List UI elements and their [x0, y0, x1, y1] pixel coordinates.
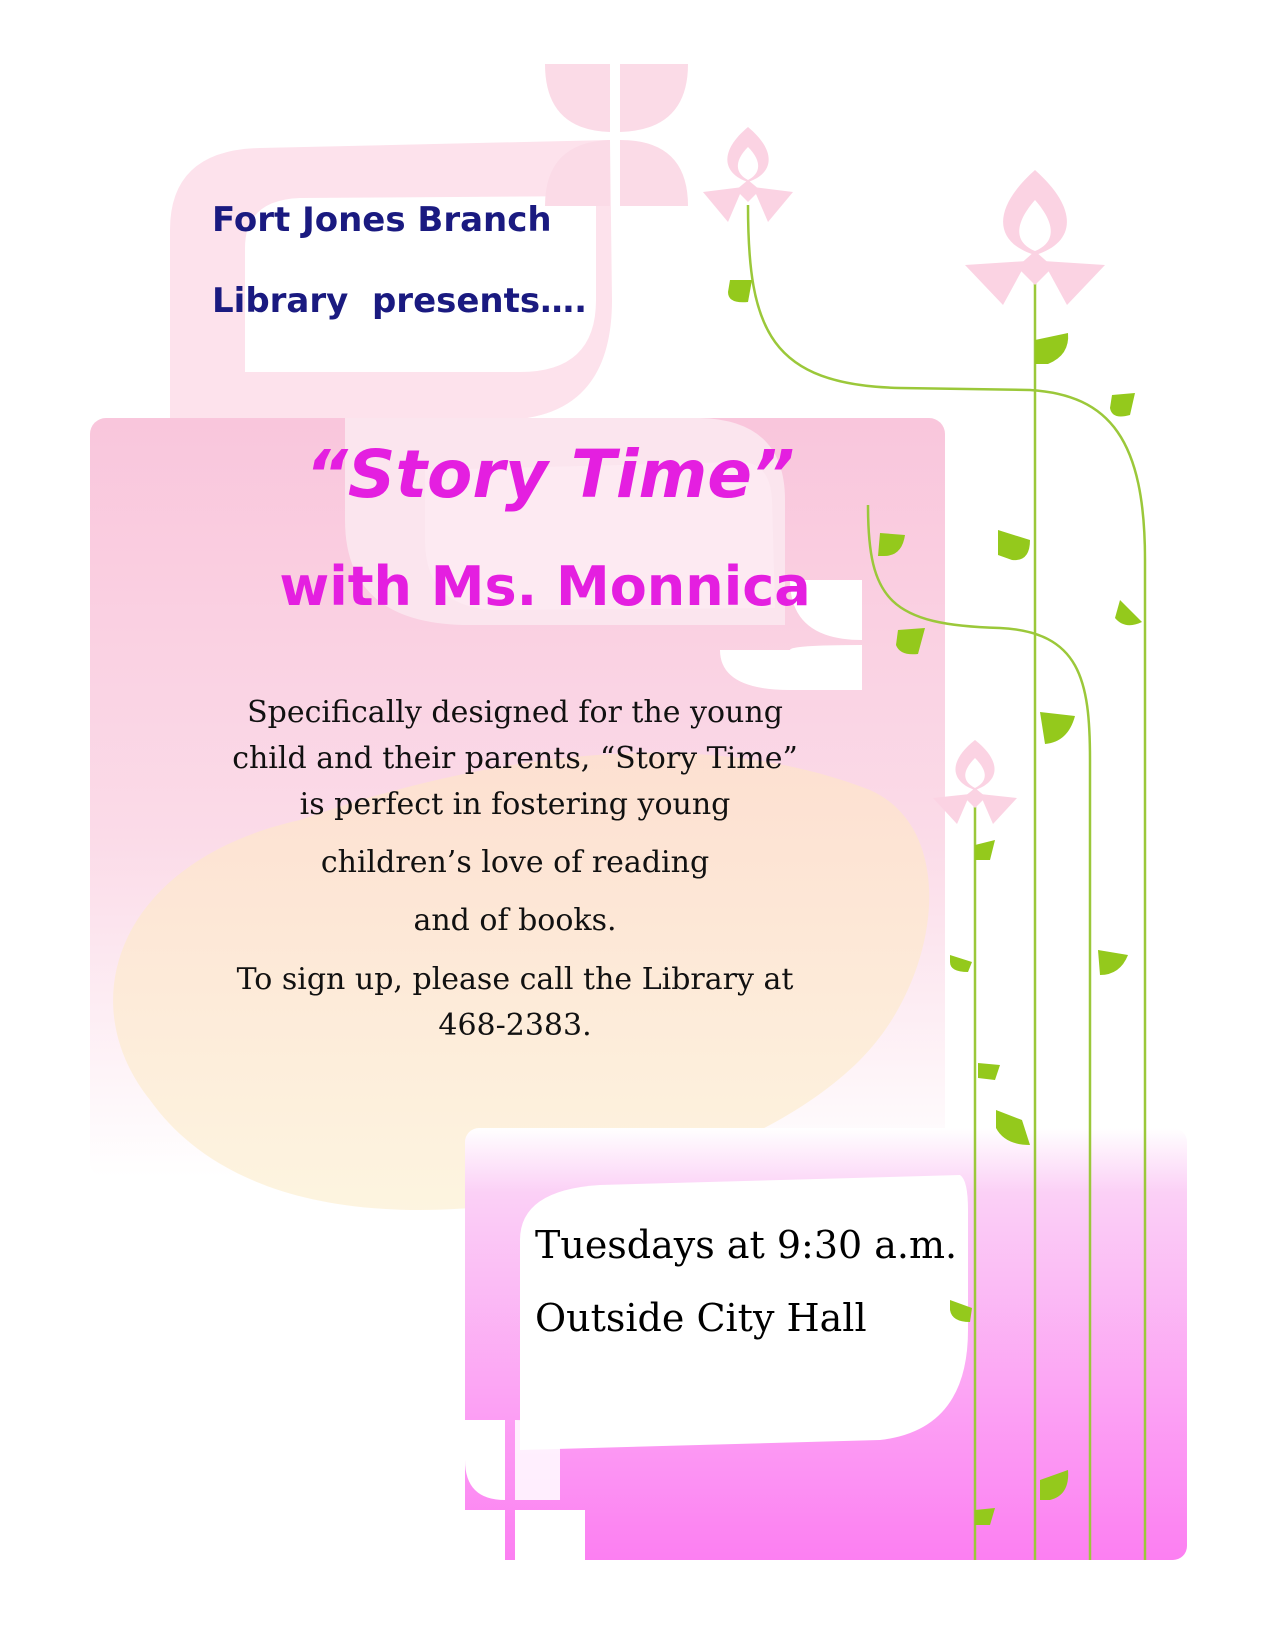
signup-line: To sign up, please call the Library at	[236, 962, 794, 997]
presenter-line-2: Library presents….	[212, 281, 588, 321]
schedule-location: Outside City Hall	[535, 1296, 867, 1340]
description-line: Specifically designed for the young	[247, 695, 783, 730]
description-line: child and their parents, “Story Time”	[232, 741, 798, 776]
description-line: and of books.	[413, 903, 617, 938]
presenter-line-1: Fort Jones Branch	[212, 200, 552, 240]
description-line: is perfect in fostering young	[299, 787, 731, 822]
event-title: “Story Time”	[305, 436, 795, 513]
description-line: children’s love of reading	[320, 845, 710, 880]
event-subtitle: with Ms. Monnica	[279, 555, 811, 618]
phone-number: 468-2383.	[438, 1008, 592, 1043]
schedule-time: Tuesdays at 9:30 a.m.	[535, 1223, 958, 1267]
flower-icon-top	[545, 64, 688, 206]
